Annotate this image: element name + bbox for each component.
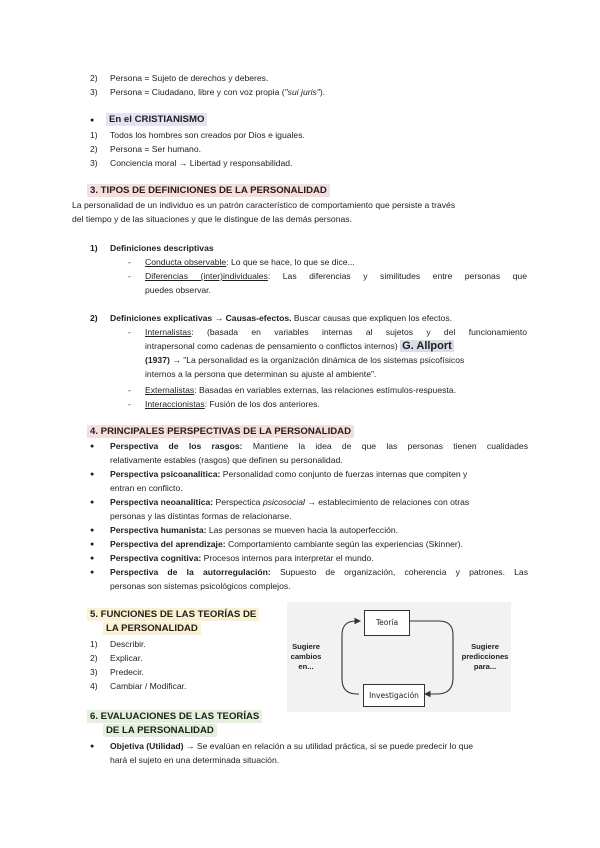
def1-title: Definiciones descriptivas	[110, 243, 214, 253]
bullet-icon: ●	[90, 527, 95, 534]
list-number: 2)	[90, 73, 98, 83]
list-item-cont: hará el sujeto en una determinada situación.	[110, 755, 280, 765]
suggests-changes-label: Sugiere cambios en...	[290, 642, 322, 671]
list-item: Cambiar / Modificar.	[110, 681, 187, 691]
section5-heading: 5. FUNCIONES DE LAS TEORÍAS DE	[87, 608, 259, 621]
list-item: Conducta observable: Lo que se hace, lo que se dice...	[145, 257, 355, 267]
list-item: Perspectiva de la autorregulación: Supuesto de organización, coherencia y patrones. Las	[110, 567, 528, 577]
list-item: Internalistas: (basada en variables internas al sujetos y del funcionamiento	[145, 327, 527, 337]
list-item-cont: personas y las distintas formas de relacionarse.	[110, 511, 292, 521]
dash: -	[128, 385, 131, 395]
list-number: 2)	[90, 313, 98, 323]
section5-heading: LA PERSONALIDAD	[103, 622, 201, 635]
suggests-predictions-label: Sugiere predicciones para...	[461, 642, 509, 671]
section3-intro: La personalidad de un individuo es un patrón característico de comportamiento que persiste a través	[72, 200, 456, 210]
list-number: 1)	[90, 243, 98, 253]
bullet-icon: ●	[90, 443, 95, 450]
list-number: 1)	[90, 130, 98, 140]
bullet-icon: ●	[90, 117, 95, 124]
bullet-icon: ●	[90, 743, 95, 750]
dash: -	[128, 257, 131, 267]
dash: -	[128, 271, 131, 281]
list-item: Perspectiva neoanalítica: Perspectica psicosocial → establecimiento de relaciones con otras	[110, 497, 470, 507]
section3-intro: del tiempo y de las situaciones y que le distingue de las demás personas.	[72, 214, 352, 224]
list-item-cont: relativamente estables (rasgos) que definen su personalidad.	[110, 455, 343, 465]
list-item-cont: puedes observar.	[145, 285, 211, 295]
bullet-icon: ●	[90, 499, 95, 506]
list-item: Interaccionistas: Fusión de los dos anteriores.	[145, 399, 320, 409]
list-item: Perspectiva psicoanalítica: Personalidad como conjunto de fuerzas internas que compiten y	[110, 469, 468, 479]
list-item: Persona = Ciudadano, libre y con voz propia ("sui juris").	[110, 87, 326, 97]
list-item-cont: intrapersonal como cadenas de pensamiento o conflictos internos) G. Allport	[145, 340, 452, 352]
list-number: 2)	[90, 653, 98, 663]
list-number: 2)	[90, 144, 98, 154]
research-box: Investigación	[363, 684, 425, 707]
list-item: Conciencia moral → Libertad y responsabilidad.	[110, 158, 293, 168]
list-item: Predecir.	[110, 667, 144, 677]
list-item-cont: internos a la persona que determinan su ajuste al ambiente".	[145, 369, 377, 379]
cristianismo-heading: En el CRISTIANISMO	[106, 113, 207, 126]
list-number: 3)	[90, 667, 98, 677]
list-item: Objetiva (Utilidad) → Se evalúan en relación a su utilidad práctica, si se puede predecir lo que	[110, 741, 474, 751]
list-item: Externalistas: Basadas en variables externas, las relaciones estímulos-respuesta.	[145, 385, 456, 395]
list-item: Perspectiva del aprendizaje: Comportamiento cambiante según las experiencias (Skinner).	[110, 539, 463, 549]
dash: -	[128, 327, 131, 337]
list-item: Todos los hombres son creados por Dios e iguales.	[110, 130, 305, 140]
def2-title: Definiciones explicativas → Causas-efectos. Buscar causas que expliquen los efectos.	[110, 313, 453, 323]
bullet-icon: ●	[90, 541, 95, 548]
list-number: 4)	[90, 681, 98, 691]
list-item-cont: (1937) → "La personalidad es la organización dinámica de los sistemas psicofísicos	[145, 355, 465, 365]
list-item: Describir.	[110, 639, 146, 649]
list-item: Diferencias (inter)individuales: Las diferencias y similitudes entre personas que	[145, 271, 527, 281]
list-item: Persona = Ser humano.	[110, 144, 202, 154]
list-item: Perspectiva de los rasgos: Mantiene la idea de que las personas tienen cualidades	[110, 441, 528, 451]
list-item: Perspectiva cognitiva: Procesos internos para interpretar el mundo.	[110, 553, 374, 563]
bullet-icon: ●	[90, 471, 95, 478]
list-item-cont: entran en conflicto.	[110, 483, 183, 493]
list-item: Perspectiva humanista: Las personas se mueven hacia la autoperfección.	[110, 525, 399, 535]
section4-heading: 4. PRINCIPALES PERSPECTIVAS DE LA PERSONALIDAD	[87, 425, 354, 438]
section6-heading: 6. EVALUACIONES DE LAS TEORÍAS	[87, 710, 262, 723]
section6-heading: DE LA PERSONALIDAD	[103, 724, 217, 737]
bullet-icon: ●	[90, 569, 95, 576]
list-item: Persona = Sujeto de derechos y deberes.	[110, 73, 269, 83]
dash: -	[128, 399, 131, 409]
list-item-cont: personas son sistemas psicológicos complejos.	[110, 581, 291, 591]
list-number: 3)	[90, 87, 98, 97]
theory-box: Teoría	[364, 610, 410, 636]
list-item: Explicar.	[110, 653, 143, 663]
list-number: 3)	[90, 158, 98, 168]
bullet-icon: ●	[90, 555, 95, 562]
list-number: 1)	[90, 639, 98, 649]
allport-highlight: G. Allport	[402, 340, 452, 352]
theory-research-diagram	[287, 602, 511, 712]
section3-heading: 3. TIPOS DE DEFINICIONES DE LA PERSONALIDAD	[87, 184, 330, 197]
